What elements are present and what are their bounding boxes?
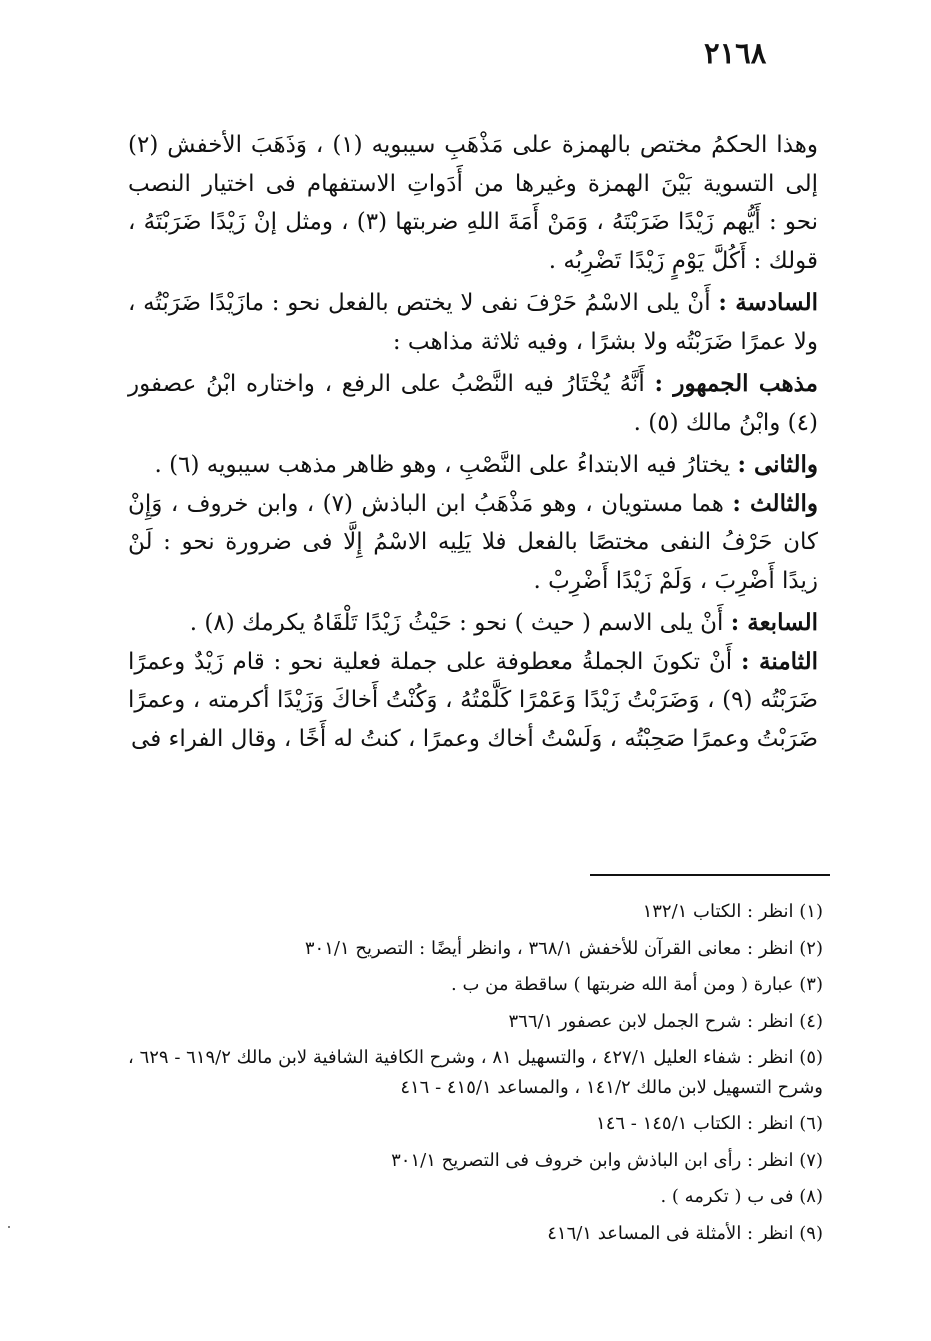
footnote-1: (١) انظر : الكتاب ١٣٢/١ — [642, 901, 823, 922]
paragraph-third-view-text: هما مستويان ، وهو مَذْهَبُ ابن الباذش (٧) ، وابن خروف ، وَإِنْ كان حَرْفُ النفى مختصًا بالفعل فلا يَلِيه الاسْمُ إِلَّا فى ضرورة نحو : لَنْ زيدًا أَضْرِبَ ، وَلَمْ زَيْدًا أَضْرِبْ . — [128, 490, 818, 594]
heading-sixth: السادسة : — [718, 289, 818, 316]
paragraph-seventh — [128, 604, 818, 643]
paragraph-majority-view-text: أَنَّهُ يُخْتَارُ فيه النَّصْبُ على الرفع ، واختاره ابْنُ عصفور (٤) وابْنُ مالك (٥) . — [128, 371, 818, 436]
paragraph-sixth-text: أَنْ يلى الاسْمُ حَرْفَ نفى لا يختص بالفعل نحو : مازَيْدًا ضَرَبْتُه ، ولا عمرًا ضَرَبْتُه ولا بشرًا ، وفيه ثلاثة مذاهب : — [128, 290, 818, 355]
page-number: ٢١٦٨ — [704, 36, 767, 70]
heading-majority-view: مذهب الجمهور : — [654, 370, 818, 397]
paragraph-1-text: وهذا الحكمُ مختص بالهمزة على مَذْهَبِ سيبويه (١) ، وَذَهَبَ الأخفش (٢) إلى التسوية بَيْنَ الهمزة وغيرها من أَدَواتِ الاستفهام فى اختيار النصب نحو : أَيُّهم زَيْدًا ضَرَبْتَهُ ، وَمَنْ أَمَةَ اللهِ ضربتها (٣) ، ومثل إنْ زَيْدًا ضَرَبْتَهُ ، قولك : أَكُلَّ يَوْمٍ زَيْدًا تَضْرِبُه . — [128, 132, 819, 274]
paragraph-sixth — [128, 284, 818, 361]
footnote-6: (٦) انظر : الكتاب ١٤٥/١ - ١٤٦ — [596, 1113, 823, 1134]
footnote-9: (٩) انظر : الأمثلة فى المساعد ٤١٦/١ — [547, 1222, 823, 1244]
footnote-5: (٥) انظر : شفاء العليل ٤٢٧/١ ، والتسهيل ٨١ ، وشرح الكافية الشافية لابن مالك ٦١٩/٢ - ٦٢٩ ، وشرح التسهيل لابن مالك ١٤١/٢ ، والمساعد ٤١٥/١ - ٤١٦ — [128, 1047, 824, 1098]
scan-speck — [8, 1226, 10, 1228]
paragraph-second-view-text: يختارُ فيه الابتداءُ على النَّصْبِ ، وهو ظاهر مذهب سيبويه (٦) . — [154, 452, 738, 478]
paragraph-eighth — [128, 643, 818, 759]
paragraph-eighth-text: أَنْ تكونَ الجملةُ معطوفة على جملة فعلية نحو : قام زَيْدٌ وعمرًا ضَرَبْتُه (٩) ، وَضَرَبْتُ زَيْدًا وَعَمْرًا كَلَّمْتُهُ ، وَكُنْتُ أَخاكَ وَزَيْدًا أكرمته ، وعمرًا ضَرَبْتُ وعمرًا صَحِبْتُه ، وَلَسْتُ أخاك وعمرًا ، كنتُ له أَخًا ، وقال الفراء فى — [128, 648, 818, 752]
footnotes — [128, 894, 823, 1252]
footnote-8: (٨) فى ب ( تكرمه ) . — [660, 1186, 823, 1207]
paragraph-seventh-text: أَنْ يلى الاسم ( حيث ) نحو : حَيْثُ زَيْدًا تَلْقَاهُ يكرمك (٨) . — [189, 610, 731, 636]
footnote-4: (٤) انظر : شرح الجمل لابن عصفور ٣٦٦/١ — [508, 1010, 823, 1032]
footnote-3: (٣) عبارة ( ومن أمة الله ضربتها ) ساقطة من ب . — [451, 974, 823, 995]
paragraph-second-view — [128, 446, 818, 485]
footnote-7: (٧) انظر : رأى ابن الباذش وابن خروف فى التصريح ٣٠١/١ — [391, 1149, 823, 1171]
heading-seventh: السابعة : — [730, 609, 818, 636]
paragraph-majority-view — [128, 365, 818, 442]
paragraph-third-view — [128, 485, 818, 601]
paragraph-1 — [128, 126, 818, 280]
heading-second-view: والثانى : — [737, 451, 818, 478]
main-text — [128, 126, 818, 758]
heading-third-view: والثالث : — [732, 489, 819, 517]
footnote-divider — [590, 874, 830, 876]
heading-eighth: الثامنة : — [741, 647, 818, 675]
footnote-2: (٢) انظر : معانى القرآن للأخفش ٣٦٨/١ ، وانظر أيضًا : التصريح ٣٠١/١ — [304, 937, 823, 959]
